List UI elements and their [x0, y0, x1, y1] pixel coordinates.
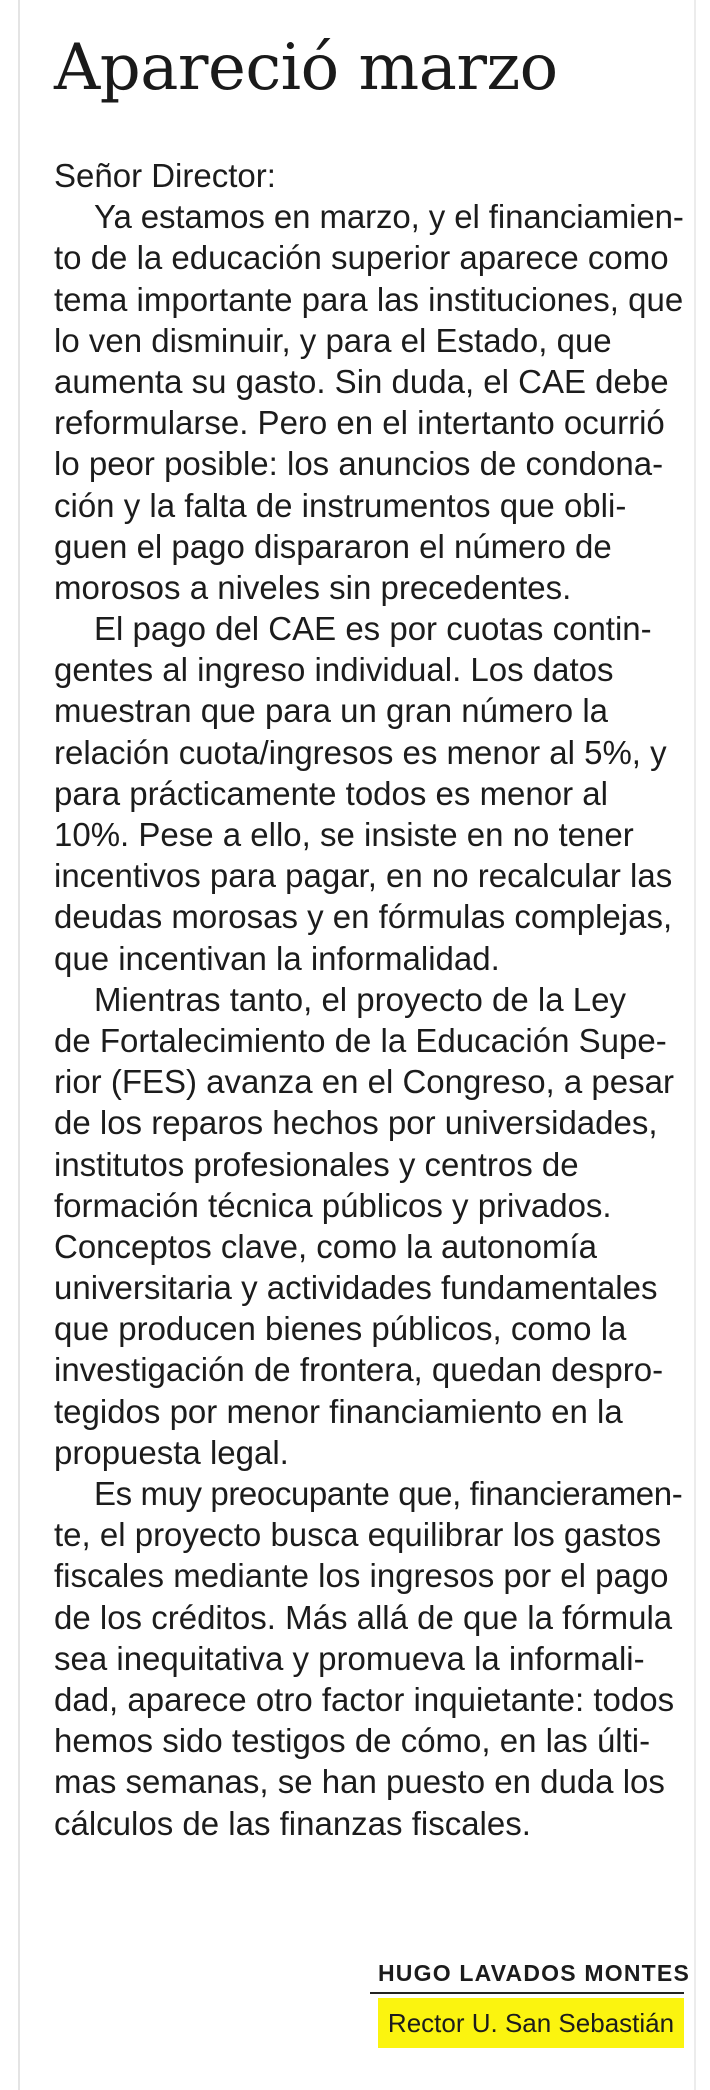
paragraph-line: hemos sido testigos de cómo, en las últi-: [54, 1722, 651, 1760]
column-rule-left: [18, 0, 20, 2090]
paragraph-line: dad, aparece otro factor inquietante: todos: [54, 1680, 675, 1718]
paragraph-line: para prácticamente todos es menor al: [54, 774, 608, 812]
paragraph-line: rior (FES) avanza en el Congreso, a pesar: [54, 1063, 674, 1101]
paragraph-line: investigación de frontera, quedan despro-: [54, 1351, 664, 1389]
paragraph-first-line: Ya estamos en marzo, y el financiamien-: [94, 198, 684, 236]
paragraph-line: mas semanas, se han puesto en duda los: [54, 1763, 665, 1801]
paragraph-line: que producen bienes públicos, como la: [54, 1310, 627, 1348]
paragraph-line: lo peor posible: los anuncios de condona-: [54, 445, 664, 483]
letter-body: [54, 155, 684, 1844]
paragraph-line: tema importante para las instituciones, que: [54, 280, 684, 318]
paragraph-line: de los créditos. Más allá de que la fórmula: [54, 1598, 673, 1636]
paragraph-line: formación técnica públicos y privados.: [54, 1186, 612, 1224]
signature-divider: [370, 1992, 684, 1994]
paragraph-line: incentivos para pagar, en no recalcular las: [54, 857, 673, 895]
paragraph-line: fiscales mediante los ingresos por el pago: [54, 1557, 669, 1595]
paragraph-line: te, el proyecto busca equilibrar los gastos: [54, 1516, 662, 1554]
paragraph-first-line: Es muy preocupante que, financieramen-: [94, 1475, 683, 1512]
paragraph-line: reformularse. Pero en el intertanto ocurrió: [54, 404, 665, 442]
paragraph-line: tegidos por menor financiamiento en la: [54, 1392, 623, 1430]
paragraph-line: de Fortalecimiento de la Educación Supe-: [54, 1021, 667, 1059]
paragraph-line: 10%. Pese a ello, se insiste en no tener: [54, 816, 634, 853]
paragraph-first-line: El pago del CAE es por cuotas contin-: [94, 610, 652, 648]
paragraph-line: ción y la falta de instrumentos que obli-: [54, 486, 627, 524]
paragraph-line: muestran que para un gran número la: [54, 692, 609, 730]
paragraph-line: que incentivan la informalidad.: [54, 939, 500, 977]
paragraph-line: gentes al ingreso individual. Los datos: [54, 651, 614, 689]
paragraph-line: aumenta su gasto. Sin duda, el CAE debe: [54, 362, 669, 400]
letter-title: Apareció marzo: [54, 31, 558, 105]
paragraph-line: to de la educación superior aparece como: [54, 239, 669, 277]
paragraph-line: de los reparos hechos por universidades,: [54, 1104, 658, 1142]
paragraph-line: relación cuota/ingresos es menor al 5%, y: [54, 733, 667, 771]
paragraph-line: lo ven disminuir, y para el Estado, que: [54, 321, 612, 359]
paragraph-line: deudas morosas y en fórmulas complejas,: [54, 898, 673, 936]
paragraph-line: universitaria y actividades fundamentales: [54, 1269, 658, 1307]
letter-salutation: Señor Director:: [54, 157, 276, 194]
paragraph-line: sea inequitativa y promueva la informali-: [54, 1639, 645, 1677]
author-role-highlight: Rector U. San Sebastián: [378, 1998, 684, 2048]
paragraph-line: Conceptos clave, como la autonomía: [54, 1227, 597, 1265]
paragraph-line: morosos a niveles sin precedentes.: [54, 568, 572, 606]
paragraph-first-line: Mientras tanto, el proyecto de la Ley: [94, 980, 626, 1018]
paragraph-line: institutos profesionales y centros de: [54, 1145, 579, 1183]
paragraph-line: cálculos de las finanzas fiscales.: [54, 1804, 531, 1842]
column-rule-right: [694, 0, 696, 2090]
author-name: HUGO LAVADOS MONTES: [377, 1960, 690, 1986]
paragraph-line: guen el pago dispararon el número de: [54, 527, 612, 565]
paragraph-line: propuesta legal.: [54, 1433, 289, 1471]
